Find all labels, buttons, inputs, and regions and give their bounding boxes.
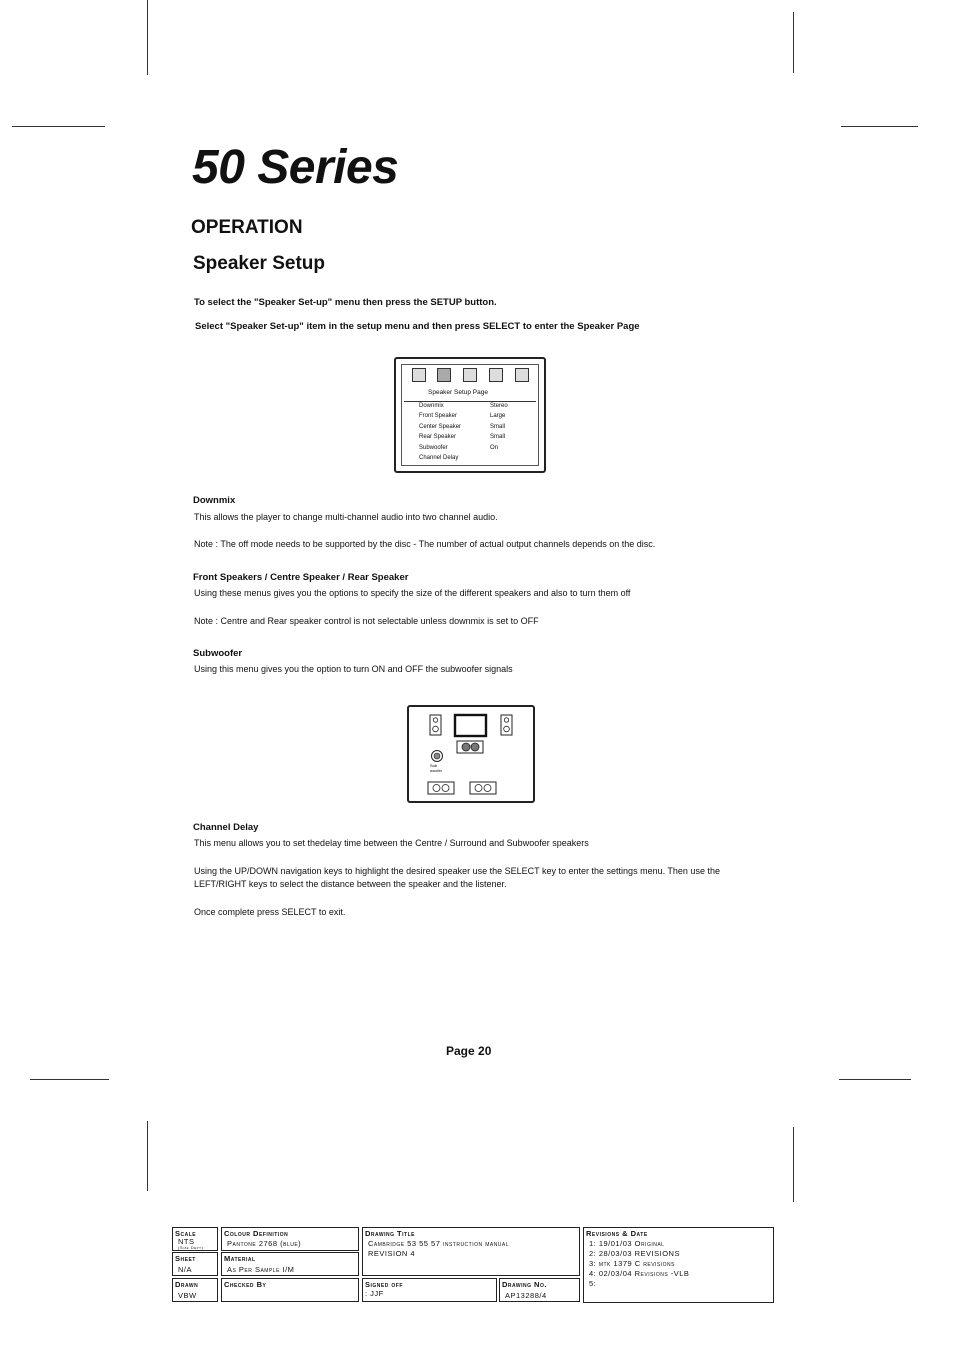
- drawn-cell: [172, 1278, 218, 1302]
- menu-row-value: Large: [490, 413, 506, 419]
- downmix-body: This allows the player to change multi-channel audio into two channel audio.: [194, 512, 498, 522]
- scale-note: (Size Dept): [178, 1245, 204, 1250]
- crop-mark: [30, 1079, 109, 1080]
- crop-mark: [147, 0, 148, 75]
- menu-row-label: Center Speaker: [419, 424, 462, 430]
- speakers-body: Using these menus gives you the options to specify the size of the different speakers and also to turn them off: [194, 588, 631, 598]
- drawing-no-cell: [499, 1278, 580, 1302]
- speaker-setup-menu-figure: [394, 357, 546, 473]
- disc-icon: [489, 368, 503, 382]
- menu-row-value: Small: [490, 424, 506, 430]
- crop-mark: [793, 12, 794, 73]
- divider: [404, 401, 536, 402]
- menu-row-label: Channel Delay: [419, 455, 459, 461]
- menu-row-label: Downmix: [419, 403, 444, 409]
- revision-item: 2: 28/03/03 REVISIONS: [589, 1249, 680, 1258]
- subwoofer-label: woofer: [430, 768, 443, 773]
- subsection-heading: Speaker Setup: [193, 253, 325, 274]
- crop-mark: [147, 1121, 148, 1191]
- channel-delay-body-3: Once complete press SELECT to exit.: [194, 907, 346, 917]
- colour-value: Pantone 2768 (blue): [227, 1239, 302, 1248]
- scale-label: Scale: [175, 1229, 197, 1238]
- series-title: 50 Series: [192, 141, 399, 194]
- speaker-icon: [437, 368, 451, 382]
- colour-label: Colour Definition: [224, 1229, 289, 1238]
- scale-value: NTS: [178, 1237, 195, 1246]
- colour-cell: [221, 1227, 359, 1251]
- sheet-cell: [172, 1252, 218, 1276]
- channel-delay-heading: Channel Delay: [193, 822, 259, 833]
- menu-row-value: Small: [490, 434, 506, 440]
- crop-mark: [839, 1079, 911, 1080]
- channel-delay-body: This menu allows you to set thedelay time between the Centre / Surround and Subwoofer speakers: [194, 838, 589, 848]
- sheet-value: N/A: [178, 1265, 193, 1274]
- menu-title: Speaker Setup Page: [428, 389, 488, 396]
- instruction-2: Select "Speaker Set-up" item in the setup menu and then press SELECT to enter the Speaker Page: [195, 321, 640, 332]
- menu-row-label: Rear Speaker: [419, 434, 457, 440]
- downmix-heading: Downmix: [193, 495, 236, 506]
- drawing-title-line-2: REVISION 4: [368, 1249, 416, 1258]
- audio-icon: [463, 368, 477, 382]
- speaker-layout-diagram: [407, 705, 535, 803]
- drawn-value: VBW: [178, 1291, 197, 1300]
- revisions-cell: [583, 1227, 774, 1303]
- signed-cell: [362, 1278, 497, 1302]
- material-value: As Per Sample I/M: [227, 1265, 295, 1274]
- page-number: Page 20: [446, 1044, 492, 1058]
- revision-item: 5:: [589, 1279, 597, 1288]
- crop-mark: [793, 1127, 794, 1202]
- subwoofer-body: Using this menu gives you the option to turn ON and OFF the subwoofer signals: [194, 664, 513, 674]
- speaker-layout-drawing: [409, 707, 533, 801]
- menu-screen: [401, 364, 539, 466]
- signed-value: : JJF: [365, 1289, 384, 1298]
- material-cell: [221, 1252, 359, 1276]
- revisions-label: Revisions & Date: [586, 1229, 648, 1238]
- channel-delay-body-2: Using the UP/DOWN navigation keys to highlight the desired speaker use the SELECT key to enter the settings menu. Then use the LEFT/RIGHT keys to select the distance between the speaker and the listener.: [194, 866, 720, 889]
- general-icon: [412, 368, 426, 382]
- subwoofer-heading: Subwoofer: [193, 648, 243, 659]
- speakers-note: Note : Centre and Rear speaker control is not selectable unless downmix is set to OFF: [194, 616, 539, 626]
- menu-row-label: Front Speaker: [419, 413, 458, 419]
- drawing-title-line-1: Cambridge 53 55 57 instruction manual: [368, 1239, 510, 1248]
- drawing-title-label: Drawing Title: [365, 1229, 415, 1238]
- material-label: Material: [224, 1254, 256, 1263]
- picture-icon: [515, 368, 529, 382]
- menu-row-label: Subwoofer: [419, 445, 448, 451]
- menu-row-value: Stereo: [490, 403, 508, 409]
- revision-item: 1: 19/01/03 Original: [589, 1239, 665, 1248]
- checked-label: Checked By: [224, 1280, 267, 1289]
- checked-cell: [221, 1278, 359, 1302]
- menu-row-value: On: [490, 445, 499, 451]
- signed-label: Signed off: [365, 1280, 403, 1289]
- drawing-title-cell: [362, 1227, 580, 1276]
- speakers-heading: Front Speakers / Centre Speaker / Rear Speaker: [193, 572, 409, 583]
- downmix-note: Note : The off mode needs to be supported by the disc - The number of actual output channels depends on the disc.: [194, 539, 656, 549]
- scale-cell: [172, 1227, 218, 1251]
- instruction-1: To select the "Speaker Set-up" menu then press the SETUP button.: [194, 297, 497, 308]
- crop-mark: [12, 126, 105, 127]
- drawing-no-label: Drawing No.: [502, 1280, 547, 1289]
- revision-item: 3: mtk 1379 C revisions: [589, 1259, 675, 1268]
- drawn-label: Drawn: [175, 1280, 199, 1289]
- section-heading: OPERATION: [191, 217, 303, 238]
- crop-mark: [841, 126, 918, 127]
- drawing-no-value: AP13288/4: [505, 1291, 547, 1300]
- sheet-label: Sheet: [175, 1254, 196, 1263]
- subwoofer-label: Sub: [430, 763, 438, 768]
- revision-item: 4: 02/03/04 Revisions -VLB: [589, 1269, 690, 1278]
